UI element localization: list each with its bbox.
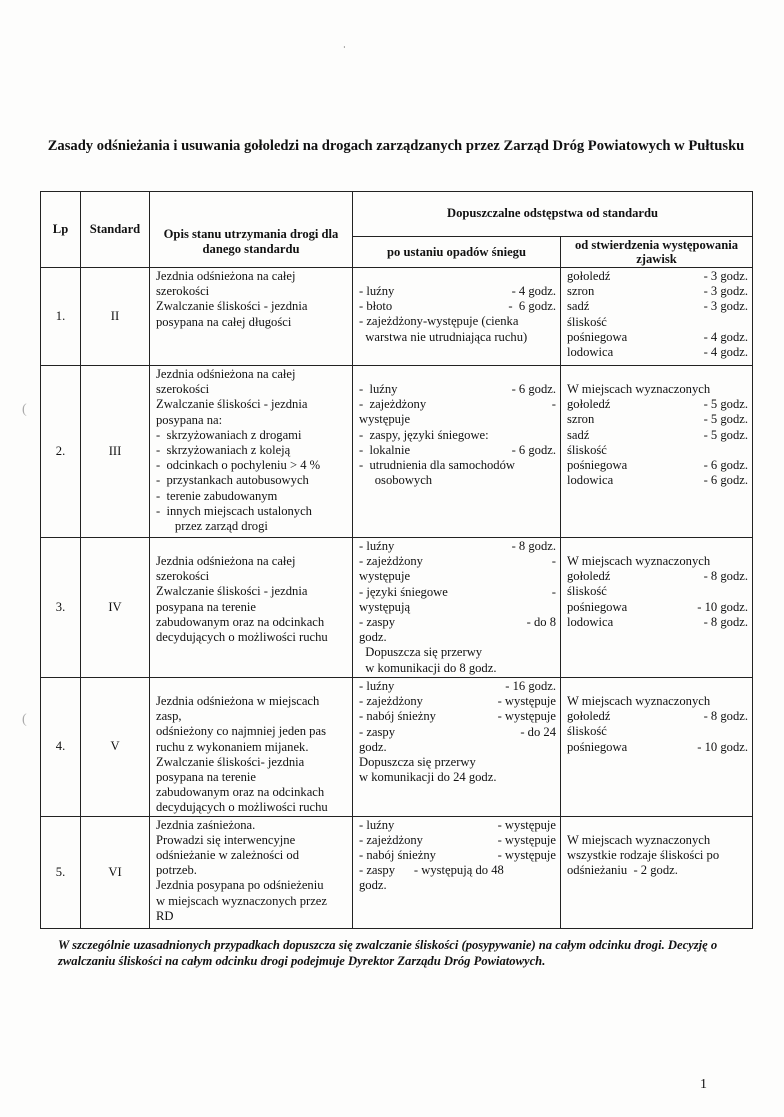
description-line: Jezdnia odśnieżona na całej: [156, 367, 296, 381]
line-label: - luźny: [359, 382, 398, 396]
header-standard: Standard: [81, 192, 150, 268]
line-value: - 10 godz.: [697, 739, 749, 754]
line-value: - 3 godz.: [703, 299, 749, 314]
line-value: - 6 godz.: [703, 473, 749, 488]
cell-lp: 3.: [41, 538, 81, 678]
line-label: śliskość: [567, 442, 607, 457]
cell-deviations-after-snowfall: [353, 366, 561, 538]
cell-description: [150, 366, 353, 538]
line-value: - występuje: [497, 848, 556, 863]
line-value: - 5 godz.: [703, 397, 749, 412]
line-value: - występuje: [497, 817, 556, 832]
value-line: [359, 770, 556, 785]
page-number: 1: [700, 1077, 707, 1092]
table-row: [41, 366, 753, 538]
header-description: Opis stanu utrzymania drogi dla danego standardu: [150, 192, 353, 268]
line-label: sadź: [567, 427, 590, 442]
description-line: posypana na terenie: [156, 599, 257, 614]
value-line: [567, 315, 748, 330]
description-line: Zwalczanie śliskości - jezdnia: [156, 584, 308, 599]
line-label: gołoledź: [567, 269, 611, 283]
line-label: - błoto: [359, 299, 393, 314]
description-line: - przystankach autobusowych: [156, 473, 309, 488]
value-line: [359, 428, 556, 443]
value-line: [359, 443, 556, 458]
line-value: - 16 godz.: [505, 679, 556, 693]
line-label: - zajeżdżony-występuje (cienka: [359, 314, 519, 329]
header-from-phenomena: od stwierdzenia występowania zjawisk: [561, 237, 753, 268]
line-value: - 6 godz.: [511, 382, 556, 396]
description-line: Jezdnia odśnieżona w miejscach: [156, 694, 320, 708]
description-line: posypana na terenie: [156, 770, 257, 785]
description-line: - terenie zabudowanym: [156, 488, 278, 503]
line-value: - występuje: [497, 709, 556, 724]
line-value: - 3 godz.: [703, 284, 749, 299]
description-line: posypana na całej długości: [156, 314, 292, 329]
line-value: - 4 godz.: [703, 329, 749, 344]
line-value: - 8 godz.: [703, 569, 749, 584]
description-line: - odcinkach o pochyleniu > 4 %: [156, 458, 321, 473]
value-line: [359, 382, 556, 397]
line-label: lodowica: [567, 614, 614, 629]
cell-lp: 4.: [41, 678, 81, 817]
value-line: [359, 833, 556, 848]
value-line: [359, 615, 556, 630]
description-line: Jezdnia posypana po odśnieżeniu: [156, 878, 324, 893]
line-value: - 10 godz.: [697, 599, 749, 614]
line-label: gołoledź: [567, 569, 611, 584]
value-line: [567, 600, 748, 615]
line-label: - zajeżdżony: [359, 397, 427, 412]
description-line: szerokości: [156, 569, 210, 584]
line-label: W miejscach wyznaczonych: [567, 554, 711, 568]
line-value: - 8 godz.: [703, 709, 749, 724]
value-line: [359, 818, 556, 833]
line-value: - 8 godz.: [511, 539, 556, 553]
line-label: gołoledź: [567, 709, 611, 724]
line-label: w komunikacji do 24 godz.: [359, 770, 497, 785]
line-label: występuje: [359, 412, 411, 427]
description-line: Zwalczanie śliskości - jezdnia: [156, 299, 308, 314]
cell-deviations-after-snowfall: [353, 678, 561, 817]
line-label: - zaspy: [359, 615, 396, 630]
line-value: - 5 godz.: [703, 412, 749, 427]
cell-standard: V: [81, 678, 150, 817]
description-line: - skrzyżowaniach z drogami: [156, 427, 302, 442]
line-label: w komunikacji do 8 godz.: [359, 660, 497, 675]
cell-deviations-after-snowfall: [353, 816, 561, 928]
value-line: [567, 694, 748, 709]
table-row: [41, 538, 753, 678]
value-line: [359, 725, 556, 740]
table-row: [41, 816, 753, 928]
line-label: wszystkie rodzaje śliskości po: [567, 847, 720, 862]
value-line: [567, 863, 748, 878]
line-value: -: [551, 397, 556, 412]
line-label: - języki śniegowe: [359, 584, 448, 599]
value-line: [567, 740, 748, 755]
value-line: [567, 569, 748, 584]
cell-description: [150, 268, 353, 366]
value-line: [567, 709, 748, 724]
table-row: [41, 268, 753, 366]
value-line: [567, 848, 748, 863]
value-line: [567, 679, 748, 694]
value-line: [359, 397, 556, 412]
value-line: [359, 569, 556, 584]
line-label: szron: [567, 412, 595, 427]
cell-standard: VI: [81, 816, 150, 928]
line-value: - występuje: [497, 832, 556, 847]
line-label: - zajeżdżony: [359, 554, 423, 569]
line-label: - zaspy, języki śniegowe:: [359, 427, 489, 442]
value-line: [359, 473, 556, 488]
cell-lp: 2.: [41, 366, 81, 538]
value-line: [359, 679, 556, 694]
line-label: pośniegowa: [567, 599, 628, 614]
cell-standard: II: [81, 268, 150, 366]
line-label: gołoledź: [567, 397, 611, 412]
line-label: lodowica: [567, 473, 614, 488]
value-line: [359, 740, 556, 755]
value-line: [567, 584, 748, 599]
value-line: [567, 330, 748, 345]
header-allowed-deviations: Dopuszczalne odstępstwa od standardu: [353, 192, 753, 237]
value-line: [359, 554, 556, 569]
value-line: [359, 585, 556, 600]
value-line: [359, 755, 556, 770]
cell-deviations-from-phenomena: [561, 816, 753, 928]
value-line: [359, 848, 556, 863]
value-line: [359, 539, 556, 554]
line-label: - utrudnienia dla samochodów: [359, 458, 515, 473]
cell-deviations-from-phenomena: [561, 678, 753, 817]
value-line: [567, 367, 748, 382]
value-line: [567, 428, 748, 443]
cell-standard: IV: [81, 538, 150, 678]
value-line: [359, 284, 556, 299]
value-line: [359, 412, 556, 427]
value-line: [567, 833, 748, 848]
line-value: - 3 godz.: [703, 269, 749, 283]
line-label: W miejscach wyznaczonych: [567, 832, 711, 847]
value-line: [359, 709, 556, 724]
line-value: - 4 godz.: [703, 345, 749, 360]
cell-lp: 5.: [41, 816, 81, 928]
description-line: zabudowanym oraz na odcinkach: [156, 614, 325, 629]
value-line: [567, 412, 748, 427]
cell-deviations-after-snowfall: [353, 538, 561, 678]
line-label: Dopuszcza się przerwy: [359, 755, 476, 770]
description-line: zasp,: [156, 709, 182, 724]
description-line: posypana na:: [156, 412, 223, 427]
value-line: [567, 539, 748, 554]
description-line: RD: [156, 908, 174, 923]
value-line: [567, 299, 748, 314]
value-line: [359, 630, 556, 645]
line-value: - 6 godz.: [703, 458, 749, 473]
cell-description: [150, 816, 353, 928]
value-line: [567, 382, 748, 397]
line-label: W miejscach wyznaczonych: [567, 694, 711, 708]
line-label: - zaspy - występują do 48: [359, 863, 504, 878]
line-label: pośniegowa: [567, 458, 628, 473]
value-line: [359, 863, 556, 878]
line-label: - nabój śnieżny: [359, 709, 436, 724]
value-line: [567, 397, 748, 412]
line-value: - występuje: [497, 694, 556, 709]
value-line: [359, 314, 556, 329]
value-line: [359, 367, 556, 382]
value-line: [359, 458, 556, 473]
description-line: Zwalczanie śliskości - jezdnia: [156, 397, 308, 412]
line-value: - 8 godz.: [703, 614, 749, 629]
description-line: w miejscach wyznaczonych przez: [156, 893, 327, 908]
snow-removal-standards-table: [40, 191, 753, 929]
line-value: - 6 godz.: [508, 299, 556, 314]
description-line: szerokości: [156, 284, 210, 299]
value-line: [567, 458, 748, 473]
value-line: [359, 661, 556, 676]
cell-description: [150, 678, 353, 817]
description-line: Jezdnia odśnieżona na całej: [156, 554, 296, 568]
description-line: Zwalczanie śliskości- jezdnia: [156, 754, 305, 769]
cell-description: [150, 538, 353, 678]
line-label: sadź: [567, 299, 590, 314]
cell-standard: III: [81, 366, 150, 538]
line-value: - 5 godz.: [703, 427, 749, 442]
line-label: śliskość: [567, 724, 607, 739]
description-line: ruchu z wykonaniem mijanek.: [156, 739, 309, 754]
description-line: - skrzyżowaniach z koleją: [156, 443, 291, 458]
cell-deviations-from-phenomena: [561, 366, 753, 538]
scan-speck: ·: [343, 43, 346, 52]
punch-hole-mark: (: [22, 402, 27, 417]
description-line: Jezdnia zaśnieżona.: [156, 817, 256, 832]
value-line: [567, 724, 748, 739]
line-label: godz.: [359, 739, 387, 754]
description-line: zabudowanym oraz na odcinkach: [156, 785, 325, 800]
line-label: W miejscach wyznaczonych: [567, 382, 711, 396]
table-row: [41, 678, 753, 817]
line-label: - zaspy: [359, 724, 396, 739]
line-value: - do 24: [520, 724, 556, 739]
line-label: osobowych: [359, 473, 433, 488]
value-line: [567, 554, 748, 569]
line-label: - zajeżdżony: [359, 832, 423, 847]
value-line: [567, 269, 748, 284]
line-label: śliskość: [567, 584, 607, 599]
line-label: odśnieżaniu - 2 godz.: [567, 863, 678, 878]
line-label: - zajeżdżony: [359, 694, 423, 709]
description-line: szerokości: [156, 382, 210, 397]
description-line: decydujących o możliwości ruchu: [156, 630, 328, 645]
value-line: [359, 878, 556, 893]
line-label: - luźny: [359, 284, 395, 298]
line-label: - luźny: [359, 679, 395, 693]
line-label: warstwa nie utrudniająca ruchu): [359, 329, 528, 344]
header-lp: Lp: [41, 192, 81, 268]
description-line: - innych miejscach ustalonych: [156, 503, 312, 518]
value-line: [567, 345, 748, 360]
line-value: - 4 godz.: [511, 284, 556, 298]
value-line: [567, 473, 748, 488]
description-line: przez zarząd drogi: [156, 519, 268, 534]
line-value: -: [551, 584, 556, 599]
line-label: występują: [359, 599, 411, 614]
value-line: [359, 299, 556, 314]
line-label: - lokalnie: [359, 442, 411, 457]
description-line: [156, 539, 348, 554]
value-line: [359, 600, 556, 615]
cell-deviations-from-phenomena: [561, 538, 753, 678]
value-line: [359, 645, 556, 660]
value-line: [567, 818, 748, 833]
line-label: szron: [567, 284, 595, 299]
line-label: - nabój śnieżny: [359, 848, 436, 863]
description-line: Jezdnia odśnieżona na całej: [156, 269, 296, 283]
description-line: Prowadzi się interwencyjne: [156, 832, 296, 847]
value-line: [359, 694, 556, 709]
cell-deviations-after-snowfall: [353, 268, 561, 366]
line-label: godz.: [359, 878, 387, 893]
description-line: [156, 679, 348, 694]
line-label: śliskość: [567, 314, 607, 329]
line-value: - 6 godz.: [511, 442, 556, 457]
value-line: [359, 269, 556, 284]
line-label: lodowica: [567, 345, 614, 360]
value-line: [359, 330, 556, 345]
line-label: występuje: [359, 569, 411, 584]
line-label: pośniegowa: [567, 739, 628, 754]
description-line: potrzeb.: [156, 863, 197, 878]
line-value: -: [551, 554, 556, 569]
description-line: decydujących o możliwości ruchu: [156, 800, 328, 815]
value-line: [567, 615, 748, 630]
line-label: godz.: [359, 630, 387, 645]
document-title: Zasady odśnieżania i usuwania gołoledzi na drogach zarządzanych przez Zarząd Dróg Powiatowych w Pułtusku: [47, 138, 745, 154]
footer-note: W szczególnie uzasadnionych przypadkach dopuszcza się zwalczanie śliskości (posypywanie) na całym odcinku drogi. Decyzję o zwalczaniu śliskości na całym odcinku drogi podejmuje Dyrektor Zarządu Dróg Powiatowych.: [58, 938, 718, 968]
value-line: [567, 284, 748, 299]
value-line: [567, 443, 748, 458]
cell-deviations-from-phenomena: [561, 268, 753, 366]
line-label: Dopuszcza się przerwy: [359, 645, 483, 660]
line-label: pośniegowa: [567, 329, 628, 344]
line-value: - do 8: [526, 615, 556, 630]
punch-hole-mark: (: [22, 712, 27, 727]
header-after-snowfall: po ustaniu opadów śniegu: [353, 237, 561, 268]
line-label: - luźny: [359, 817, 395, 832]
line-label: - luźny: [359, 539, 395, 553]
cell-lp: 1.: [41, 268, 81, 366]
description-line: odśnieżony co najmniej jeden pas: [156, 724, 326, 739]
description-line: odśnieżanie w zależności od: [156, 848, 300, 863]
